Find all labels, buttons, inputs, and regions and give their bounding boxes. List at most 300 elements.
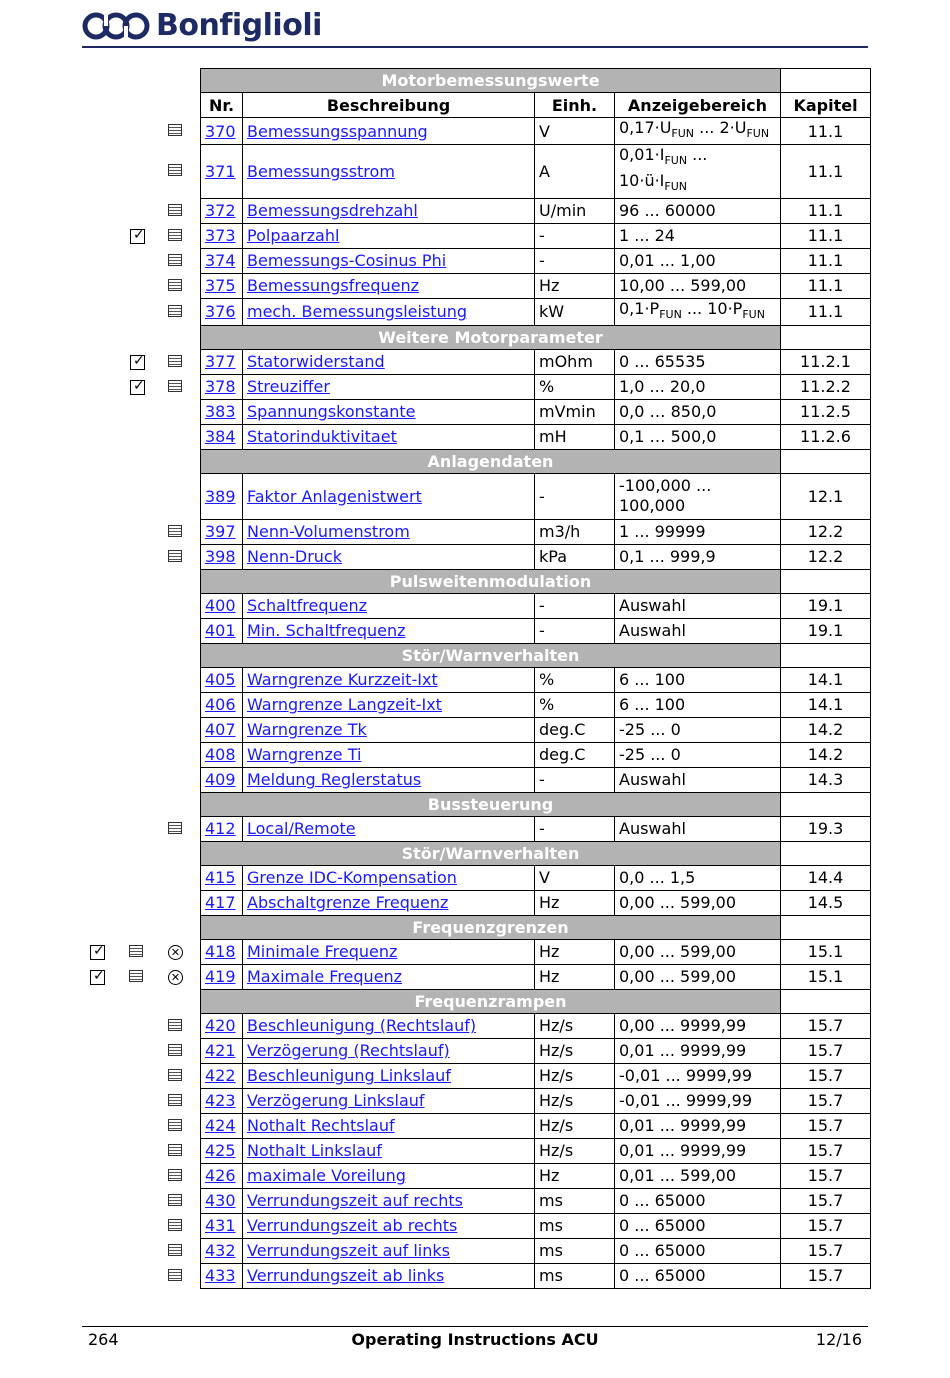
- param-unit: -: [535, 618, 615, 643]
- param-description: [243, 145, 535, 198]
- param-number: [201, 1263, 243, 1288]
- param-description-link[interactable]: Grenze IDC-Kompensation: [247, 868, 457, 888]
- param-description: [243, 742, 535, 767]
- param-description: [243, 865, 535, 890]
- param-number: [201, 298, 243, 325]
- param-number: [201, 1113, 243, 1138]
- param-description: [243, 593, 535, 618]
- param-number: [201, 473, 243, 519]
- param-description: [243, 349, 535, 374]
- param-range: 0,1 ... 999,9: [615, 544, 781, 569]
- param-range: 1 ... 24: [615, 223, 781, 248]
- param-unit: -: [535, 593, 615, 618]
- checkbox-icon: ✓: [130, 229, 145, 244]
- param-number-link[interactable]: 426: [205, 1166, 236, 1186]
- page-number: 264: [88, 1330, 119, 1349]
- param-description-link[interactable]: Nothalt Linkslauf: [247, 1141, 382, 1161]
- table-row: [201, 816, 871, 841]
- table-row: [201, 865, 871, 890]
- column-header: Kapitel: [781, 93, 871, 118]
- column-header: Nr.: [201, 93, 243, 118]
- param-description-link[interactable]: Bemessungsspannung: [247, 121, 428, 141]
- table-row: [201, 1238, 871, 1263]
- param-description-link[interactable]: Faktor Anlagenistwert: [247, 486, 422, 506]
- param-range: -0,01 ... 9999,99: [615, 1063, 781, 1088]
- param-range: 6 ... 100: [615, 667, 781, 692]
- param-description-link[interactable]: Verzögerung Linkslauf: [247, 1091, 425, 1111]
- table-row: [201, 667, 871, 692]
- footer-title: Operating Instructions ACU: [351, 1330, 599, 1349]
- param-unit: U/min: [535, 198, 615, 223]
- param-number: [201, 964, 243, 989]
- param-description-link[interactable]: Verrundungszeit ab rechts: [247, 1216, 458, 1236]
- param-description-link[interactable]: Bemessungsfrequenz: [247, 276, 420, 296]
- param-description-link[interactable]: Nenn-Druck: [247, 547, 342, 567]
- param-chapter: 15.7: [781, 1238, 871, 1263]
- param-unit: -: [535, 816, 615, 841]
- param-range: 0,01 ... 599,00: [615, 1163, 781, 1188]
- param-description-link[interactable]: Verzögerung (Rechtslauf): [247, 1041, 450, 1061]
- table-row: [201, 1038, 871, 1063]
- param-number: [201, 424, 243, 449]
- section-title: Anlagendaten: [201, 449, 781, 473]
- param-unit: %: [535, 667, 615, 692]
- param-range: Auswahl: [615, 767, 781, 792]
- section-title: Bussteuerung: [201, 792, 781, 816]
- table-row: [201, 519, 871, 544]
- param-number-link[interactable]: 430: [205, 1191, 236, 1211]
- param-range: -100,000 ... 100,000: [615, 473, 781, 519]
- section-title: Frequenzrampen: [201, 989, 781, 1013]
- page-footer: [82, 1326, 868, 1355]
- param-number-link[interactable]: 374: [205, 251, 236, 271]
- param-unit: mOhm: [535, 349, 615, 374]
- param-chapter: 11.1: [781, 145, 871, 198]
- param-unit: deg.C: [535, 717, 615, 742]
- table-row: [201, 473, 871, 519]
- param-description-link[interactable]: Abschaltgrenze Frequenz: [247, 893, 449, 913]
- table-row: [201, 118, 871, 145]
- param-number-link[interactable]: 383: [205, 402, 236, 422]
- param-unit: m3/h: [535, 519, 615, 544]
- checkbox-icon: ✓: [130, 355, 145, 370]
- param-range: 0 ... 65000: [615, 1238, 781, 1263]
- param-unit: -: [535, 767, 615, 792]
- param-range: 0,00 ... 599,00: [615, 964, 781, 989]
- param-number-link[interactable]: 424: [205, 1116, 236, 1136]
- param-number-link[interactable]: 409: [205, 770, 236, 790]
- param-number: [201, 939, 243, 964]
- document-icon: [168, 279, 182, 291]
- param-number-link[interactable]: 421: [205, 1041, 236, 1061]
- section-title: Motorbemessungswerte: [201, 69, 781, 93]
- checkbox-icon: ✓: [90, 970, 105, 985]
- document-icon: [129, 945, 143, 957]
- param-chapter: 19.3: [781, 816, 871, 841]
- param-number-link[interactable]: 433: [205, 1266, 236, 1286]
- param-description: [243, 248, 535, 273]
- param-number: [201, 1213, 243, 1238]
- param-range: 0,01 ... 1,00: [615, 248, 781, 273]
- param-number-link[interactable]: 401: [205, 621, 236, 641]
- param-number: [201, 618, 243, 643]
- param-number: [201, 1238, 243, 1263]
- table-row: [201, 717, 871, 742]
- param-unit: ms: [535, 1263, 615, 1288]
- param-number-link[interactable]: 384: [205, 427, 236, 447]
- table-row: [201, 223, 871, 248]
- param-range: 0 ... 65000: [615, 1263, 781, 1288]
- param-number: [201, 1038, 243, 1063]
- param-unit: -: [535, 473, 615, 519]
- table-row: [201, 593, 871, 618]
- section-header: [201, 989, 871, 1013]
- table-row: [201, 349, 871, 374]
- param-description-link[interactable]: Warngrenze Kurzzeit-Ixt: [247, 670, 438, 690]
- param-number-link[interactable]: 415: [205, 868, 236, 888]
- param-number-link[interactable]: 372: [205, 201, 236, 221]
- param-chapter: 14.5: [781, 890, 871, 915]
- param-description-link[interactable]: mech. Bemessungsleistung: [247, 302, 468, 322]
- param-chapter: 12.2: [781, 544, 871, 569]
- document-icon: [168, 1269, 182, 1281]
- param-chapter: 15.7: [781, 1263, 871, 1288]
- param-unit: Hz/s: [535, 1113, 615, 1138]
- param-chapter: 14.4: [781, 865, 871, 890]
- table-row: [201, 248, 871, 273]
- param-description-link[interactable]: Polpaarzahl: [247, 226, 340, 246]
- param-unit: kPa: [535, 544, 615, 569]
- param-description-link[interactable]: Nothalt Rechtslauf: [247, 1116, 395, 1136]
- param-description: [243, 717, 535, 742]
- document-icon: [168, 1044, 182, 1056]
- param-description-link[interactable]: Beschleunigung (Rechtslauf): [247, 1016, 477, 1036]
- param-unit: kW: [535, 298, 615, 325]
- param-number-link[interactable]: 423: [205, 1091, 236, 1111]
- param-number-link[interactable]: 422: [205, 1066, 236, 1086]
- param-number-link[interactable]: 418: [205, 942, 236, 962]
- param-chapter: 11.2.1: [781, 349, 871, 374]
- param-unit: %: [535, 374, 615, 399]
- document-icon: [168, 1219, 182, 1231]
- document-icon: [168, 254, 182, 266]
- param-description: [243, 374, 535, 399]
- param-chapter: 11.1: [781, 223, 871, 248]
- param-description: [243, 473, 535, 519]
- document-icon: [168, 1119, 182, 1131]
- param-range: 0,00 ... 9999,99: [615, 1013, 781, 1038]
- param-number-link[interactable]: 378: [205, 377, 236, 397]
- param-chapter: 11.1: [781, 248, 871, 273]
- param-number: [201, 519, 243, 544]
- param-description-link[interactable]: Warngrenze Tk: [247, 720, 367, 740]
- section-title: Pulsweitenmodulation: [201, 569, 781, 593]
- document-icon: [168, 1069, 182, 1081]
- param-description-link[interactable]: Warngrenze Ti: [247, 745, 362, 765]
- param-number: [201, 742, 243, 767]
- param-number-link[interactable]: 408: [205, 745, 236, 765]
- param-description: [243, 1113, 535, 1138]
- document-icon: [168, 525, 182, 537]
- table-row: [201, 618, 871, 643]
- param-range: 0,1 … 500,0: [615, 424, 781, 449]
- param-number: [201, 1013, 243, 1038]
- param-chapter: 12.1: [781, 473, 871, 519]
- param-description-link[interactable]: Verrundungszeit ab links: [247, 1266, 445, 1286]
- param-number: [201, 667, 243, 692]
- param-description-link[interactable]: Beschleunigung Linkslauf: [247, 1066, 451, 1086]
- param-description-link[interactable]: Streuziffer: [247, 377, 330, 397]
- param-chapter: 15.7: [781, 1013, 871, 1038]
- param-range: 6 ... 100: [615, 692, 781, 717]
- param-range: 0,0 ... 1,5: [615, 865, 781, 890]
- param-unit: Hz: [535, 1163, 615, 1188]
- param-number-link[interactable]: 432: [205, 1241, 236, 1261]
- param-number: [201, 349, 243, 374]
- param-description: [243, 1163, 535, 1188]
- param-chapter: 15.7: [781, 1113, 871, 1138]
- table-row: [201, 424, 871, 449]
- param-number-link[interactable]: 398: [205, 547, 236, 567]
- document-icon: [168, 1094, 182, 1106]
- param-unit: ms: [535, 1188, 615, 1213]
- param-description-link[interactable]: Bemessungsdrehzahl: [247, 201, 418, 221]
- param-description: [243, 399, 535, 424]
- section-header: [201, 792, 871, 816]
- param-description: [243, 667, 535, 692]
- param-unit: mVmin: [535, 399, 615, 424]
- document-icon: [168, 1244, 182, 1256]
- document-icon: [168, 124, 182, 136]
- document-icon: [168, 380, 182, 392]
- param-description-link[interactable]: maximale Voreilung: [247, 1166, 406, 1186]
- param-description-link[interactable]: Statorwiderstand: [247, 352, 385, 372]
- param-description: [243, 767, 535, 792]
- document-icon: [168, 1144, 182, 1156]
- param-range: 0,01 ... 9999,99: [615, 1138, 781, 1163]
- param-chapter: 11.2.2: [781, 374, 871, 399]
- param-description-link[interactable]: Meldung Reglerstatus: [247, 770, 422, 790]
- param-description: [243, 692, 535, 717]
- parameter-table: [200, 68, 871, 1289]
- param-range: -0,01 ... 9999,99: [615, 1088, 781, 1113]
- param-number: [201, 692, 243, 717]
- param-description: [243, 618, 535, 643]
- param-number: [201, 816, 243, 841]
- param-range: -25 ... 0: [615, 717, 781, 742]
- document-icon: [168, 355, 182, 367]
- document-icon: [168, 305, 182, 317]
- param-number: [201, 248, 243, 273]
- param-number-link[interactable]: 407: [205, 720, 236, 740]
- param-description: [243, 544, 535, 569]
- param-range: 1,0 ... 20,0: [615, 374, 781, 399]
- param-description-link[interactable]: Warngrenze Langzeit-Ixt: [247, 695, 442, 715]
- table-row: [201, 1113, 871, 1138]
- param-unit: mH: [535, 424, 615, 449]
- param-range: 0,01 ... 9999,99: [615, 1113, 781, 1138]
- param-number: [201, 1188, 243, 1213]
- param-chapter: 19.1: [781, 618, 871, 643]
- param-number-link[interactable]: 406: [205, 695, 236, 715]
- param-description: [243, 1188, 535, 1213]
- param-range: -25 ... 0: [615, 742, 781, 767]
- table-row: [201, 767, 871, 792]
- table-row: [201, 1188, 871, 1213]
- param-number: [201, 145, 243, 198]
- param-number-link[interactable]: 373: [205, 226, 236, 246]
- checkbox-icon: ✓: [90, 945, 105, 960]
- param-chapter: 11.1: [781, 273, 871, 298]
- param-unit: Hz/s: [535, 1088, 615, 1113]
- param-unit: %: [535, 692, 615, 717]
- table-row: [201, 1163, 871, 1188]
- page-header: [82, 8, 868, 48]
- param-number-link[interactable]: 370: [205, 121, 236, 141]
- section-title: Stör/Warnverhalten: [201, 841, 781, 865]
- param-description: [243, 964, 535, 989]
- param-range: 10,00 ... 599,00: [615, 273, 781, 298]
- table-row: [201, 1088, 871, 1113]
- param-chapter: 15.1: [781, 964, 871, 989]
- table-row: [201, 742, 871, 767]
- param-number-link[interactable]: 425: [205, 1141, 236, 1161]
- param-number-link[interactable]: 412: [205, 819, 236, 839]
- param-chapter: 14.1: [781, 667, 871, 692]
- param-range: 0,0 … 850,0: [615, 399, 781, 424]
- param-number: [201, 767, 243, 792]
- param-number-link[interactable]: 397: [205, 522, 236, 542]
- table-row: [201, 298, 871, 325]
- param-unit: deg.C: [535, 742, 615, 767]
- param-number-link[interactable]: 376: [205, 302, 236, 322]
- param-unit: A: [535, 145, 615, 198]
- section-header: [201, 915, 871, 939]
- document-icon: [168, 1169, 182, 1181]
- param-unit: Hz/s: [535, 1063, 615, 1088]
- param-description-link[interactable]: Schaltfrequenz: [247, 596, 367, 616]
- cross-circle-icon: ✕: [168, 945, 183, 960]
- param-range: 96 ... 60000: [615, 198, 781, 223]
- cross-circle-icon: ✕: [168, 970, 183, 985]
- column-header-row: [201, 93, 871, 118]
- param-unit: ms: [535, 1238, 615, 1263]
- document-icon: [129, 970, 143, 982]
- param-chapter: 15.7: [781, 1163, 871, 1188]
- param-description: [243, 198, 535, 223]
- param-unit: Hz: [535, 939, 615, 964]
- param-description-link[interactable]: Maximale Frequenz: [247, 967, 403, 987]
- param-unit: Hz: [535, 273, 615, 298]
- param-range: 0,00 ... 599,00: [615, 890, 781, 915]
- section-title: Stör/Warnverhalten: [201, 643, 781, 667]
- param-description: [243, 118, 535, 145]
- param-description: [243, 1088, 535, 1113]
- param-range: $0,1\cdot P_{FUN}$ ... $10\cdot P_{FUN}$: [615, 298, 781, 325]
- column-header: Beschreibung: [243, 93, 535, 118]
- param-chapter: 15.7: [781, 1063, 871, 1088]
- document-icon: [168, 1019, 182, 1031]
- param-range: Auswahl: [615, 618, 781, 643]
- param-chapter: 14.2: [781, 717, 871, 742]
- param-number: [201, 1088, 243, 1113]
- param-range: 0 ... 65000: [615, 1213, 781, 1238]
- param-range: $0,01\cdot I_{FUN}$ ... $10\cdot ü\cdot I_{FUN}$: [615, 145, 781, 198]
- param-description: [243, 816, 535, 841]
- table-row: [201, 692, 871, 717]
- param-description-link[interactable]: Statorinduktivitaet: [247, 427, 397, 447]
- param-chapter: 15.7: [781, 1213, 871, 1238]
- param-unit: V: [535, 865, 615, 890]
- param-description-link[interactable]: Spannungskonstante: [247, 402, 416, 422]
- param-number-link[interactable]: 400: [205, 596, 236, 616]
- document-icon: [168, 164, 182, 176]
- section-header: [201, 449, 871, 473]
- param-description: [243, 424, 535, 449]
- param-range: 0 ... 65000: [615, 1188, 781, 1213]
- param-number-link[interactable]: 431: [205, 1216, 236, 1236]
- param-range: 0,00 ... 599,00: [615, 939, 781, 964]
- param-number-link[interactable]: 419: [205, 967, 236, 987]
- param-description-link[interactable]: Verrundungszeit auf rechts: [247, 1191, 463, 1211]
- param-chapter: 15.7: [781, 1038, 871, 1063]
- param-description-link[interactable]: Minimale Frequenz: [247, 942, 398, 962]
- param-number-link[interactable]: 371: [205, 161, 236, 181]
- param-description: [243, 1013, 535, 1038]
- table-row: [201, 890, 871, 915]
- checkbox-icon: ✓: [130, 380, 145, 395]
- param-description-link[interactable]: Bemessungs-Cosinus Phi: [247, 251, 447, 271]
- param-description-link[interactable]: Nenn-Volumenstrom: [247, 522, 410, 542]
- param-number: [201, 223, 243, 248]
- param-description-link[interactable]: Local/Remote: [247, 819, 356, 839]
- column-header: Anzeigebereich: [615, 93, 781, 118]
- section-title: Weitere Motorparameter: [201, 325, 781, 349]
- param-range: 1 ... 99999: [615, 519, 781, 544]
- param-description-link[interactable]: Min. Schaltfrequenz: [247, 621, 406, 641]
- param-number-link[interactable]: 405: [205, 670, 236, 690]
- param-description: [243, 1038, 535, 1063]
- param-description-link[interactable]: Bemessungsstrom: [247, 161, 395, 181]
- param-number: [201, 374, 243, 399]
- param-number-link[interactable]: 377: [205, 352, 236, 372]
- param-chapter: 15.7: [781, 1088, 871, 1113]
- table-row: [201, 1138, 871, 1163]
- section-header: [201, 569, 871, 593]
- param-unit: Hz: [535, 964, 615, 989]
- param-number: [201, 865, 243, 890]
- param-description: [243, 939, 535, 964]
- param-number-link[interactable]: 417: [205, 893, 236, 913]
- section-header: [201, 841, 871, 865]
- param-number: [201, 593, 243, 618]
- param-range: Auswahl: [615, 816, 781, 841]
- document-icon: [168, 822, 182, 834]
- table-row: [201, 399, 871, 424]
- param-description-link[interactable]: Verrundungszeit auf links: [247, 1241, 450, 1261]
- param-chapter: 11.2.6: [781, 424, 871, 449]
- param-unit: Hz/s: [535, 1138, 615, 1163]
- param-number: [201, 399, 243, 424]
- table-row: [201, 1213, 871, 1238]
- param-number-link[interactable]: 389: [205, 486, 236, 506]
- param-number-link[interactable]: 420: [205, 1016, 236, 1036]
- param-number-link[interactable]: 375: [205, 276, 236, 296]
- section-header: [201, 69, 871, 93]
- table-row: [201, 1263, 871, 1288]
- param-chapter: 15.7: [781, 1188, 871, 1213]
- param-number: [201, 1138, 243, 1163]
